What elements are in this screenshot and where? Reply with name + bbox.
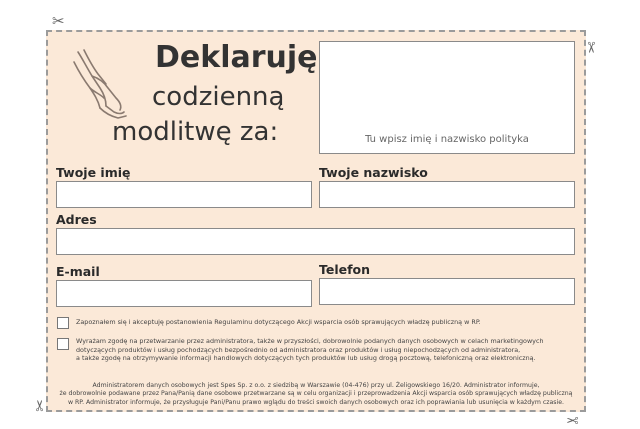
marketing-consent-line: dotyczących produktów i usług pochodzących bezpośrednio od administratora oraz produktów i usług niepochodzących od administratora, [76,345,521,354]
scissors-icon: ✂ [52,12,65,30]
politician-name-placeholder: Tu wpisz imię i nazwisko polityka [365,134,529,145]
scissors-icon: ✂ [30,399,49,412]
title-line-1: Deklaruję [155,40,318,75]
marketing-consent-line: a także zgodę na otrzymywanie informacji handlowych dotyczących tych produktów lub usług drogą pocztową, telefoniczną oraz elektroniczną. [76,354,536,363]
first-name-field[interactable] [56,181,312,208]
address-label: Adres [56,212,97,227]
title-line-2: codzienną [152,82,285,112]
terms-consent-text: Zapoznałem się i akceptuję postanowienia Regulaminu dotyczącego Akcji wsparcia osób sprawujących władzę publiczną w RP. [76,318,481,326]
last-name-field[interactable] [319,181,575,208]
marketing-checkbox[interactable] [57,338,69,350]
email-label: E-mail [56,264,100,279]
phone-field[interactable] [319,278,575,305]
privacy-notice-line: że dobrowolnie podawane przez Pana/Panią dane osobowe przetwarzane są w celu organizacji i przeprowadzenia Akcji wsparcia osób sprawujących władzę publiczną [59,390,573,398]
last-name-label: Twoje nazwisko [319,165,428,180]
address-field[interactable] [56,228,575,255]
title-line-3: modlitwę za: [112,117,279,147]
politician-name-field[interactable] [319,41,575,154]
marketing-consent-text [76,337,544,363]
privacy-notice-line: w RP. Administrator informuje, że przysługuje Pani/Panu prawo wglądu do treści swoich danych osobowych oraz ich poprawiania lub usunięcia w każdym czasie. [67,398,564,406]
privacy-notice-line: Administratorem danych osobowych jest Spes Sp. z o.o. z siedzibą w Warszawie (04-476) przy ul. Żeligowskiego 16/20. Administrator informuje, [92,382,540,389]
phone-label: Telefon [319,262,371,277]
first-name-label: Twoje imię [56,165,131,180]
terms-checkbox[interactable] [57,317,69,329]
marketing-consent-line: Wyrażam zgodę na przetwarzanie przez administratora, także w przyszłości, dobrowolnie podanych danych osobowych w celach marketingowych [76,337,544,345]
email-field[interactable] [56,280,312,307]
scissors-icon: ✂ [581,41,600,54]
scissors-icon: ✂ [566,411,579,429]
privacy-notice [56,382,576,407]
praying-hands-icon [70,48,128,120]
